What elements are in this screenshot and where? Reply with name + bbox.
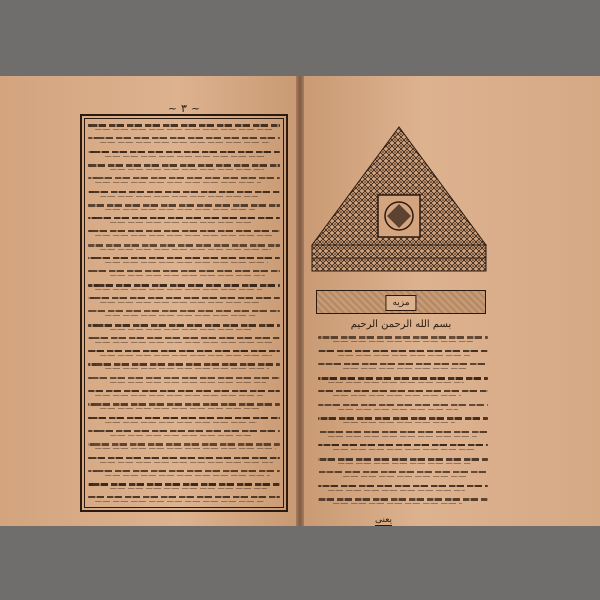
text-line: [88, 350, 280, 352]
text-line: [318, 363, 488, 365]
text-line-descender: [343, 422, 455, 423]
text-line-descender: [100, 196, 258, 197]
text-line: [88, 217, 280, 219]
text-line: [318, 485, 488, 487]
text-line: [88, 470, 280, 472]
text-line-descender: [333, 503, 462, 504]
text-line-descender: [110, 169, 264, 170]
text-line: [318, 377, 488, 380]
sura-heading-label: مزیه: [385, 295, 416, 311]
text-line: [88, 204, 280, 207]
catchword: یعنی: [375, 515, 393, 525]
text-line: [88, 137, 280, 139]
text-line: [88, 297, 280, 299]
text-line-descender: [333, 395, 461, 396]
text-line-descender: [100, 249, 271, 250]
page-number-ornament: ~ ٣ ~: [167, 102, 201, 115]
text-line: [88, 430, 280, 432]
book-gutter: [296, 76, 304, 526]
text-line: [88, 403, 280, 406]
text-line: [88, 417, 280, 419]
text-line-descender: [110, 222, 252, 223]
page-number: ٣: [181, 102, 187, 115]
text-line: [318, 498, 488, 501]
basmala: بسم الله الرحمن الرحیم: [350, 319, 452, 330]
text-line-descender: [333, 341, 473, 342]
right-text-block: [318, 334, 488, 509]
text-line: [88, 257, 280, 259]
text-line: [88, 151, 280, 153]
text-line-descender: [105, 422, 257, 423]
text-line-descender: [328, 490, 465, 491]
text-line-descender: [338, 463, 471, 464]
text-line: [88, 390, 280, 392]
ornamental-headpiece: [308, 125, 490, 275]
text-line-descender: [343, 476, 468, 477]
text-line-descender: [343, 368, 467, 369]
text-line: [88, 164, 280, 167]
text-line: [88, 457, 280, 459]
text-line-descender: [338, 355, 470, 356]
text-line-descender: [328, 436, 477, 437]
text-line-descender: [105, 262, 268, 263]
text-line-descender: [100, 302, 259, 303]
text-line: [88, 363, 280, 366]
text-line-descender: [110, 435, 254, 436]
text-line-descender: [95, 395, 263, 396]
text-line: [88, 177, 280, 179]
text-line: [88, 483, 280, 486]
text-line: [318, 404, 488, 406]
text-line: [318, 458, 488, 461]
text-line-descender: [333, 449, 474, 450]
text-line: [318, 471, 488, 473]
text-line-descender: [110, 329, 253, 330]
sura-heading-band: [316, 290, 486, 314]
text-line: [318, 390, 488, 392]
text-line: [88, 124, 280, 127]
text-line: [318, 350, 488, 352]
text-line: [88, 443, 280, 446]
text-line-descender: [105, 209, 255, 210]
text-line-descender: [328, 382, 464, 383]
text-line: [88, 337, 280, 339]
text-line-descender: [100, 355, 272, 356]
text-frame: [80, 114, 288, 512]
text-line-descender: [110, 488, 267, 489]
text-line: [318, 444, 488, 446]
text-line-descender: [95, 129, 273, 130]
text-line-descender: [105, 475, 270, 476]
text-line: [88, 310, 280, 312]
text-line: [88, 324, 280, 327]
text-line: [88, 244, 280, 247]
text-line: [318, 431, 488, 433]
text-line: [88, 270, 280, 272]
text-line-descender: [100, 462, 273, 463]
text-line: [318, 417, 488, 420]
text-line: [88, 284, 280, 287]
text-line-descender: [95, 289, 262, 290]
text-line-descender: [338, 409, 458, 410]
text-line: [318, 336, 488, 339]
text-line-descender: [110, 382, 266, 383]
text-line: [88, 191, 280, 193]
text-line: [88, 377, 280, 379]
text-line-descender: [105, 156, 267, 157]
text-line-descender: [95, 342, 275, 343]
